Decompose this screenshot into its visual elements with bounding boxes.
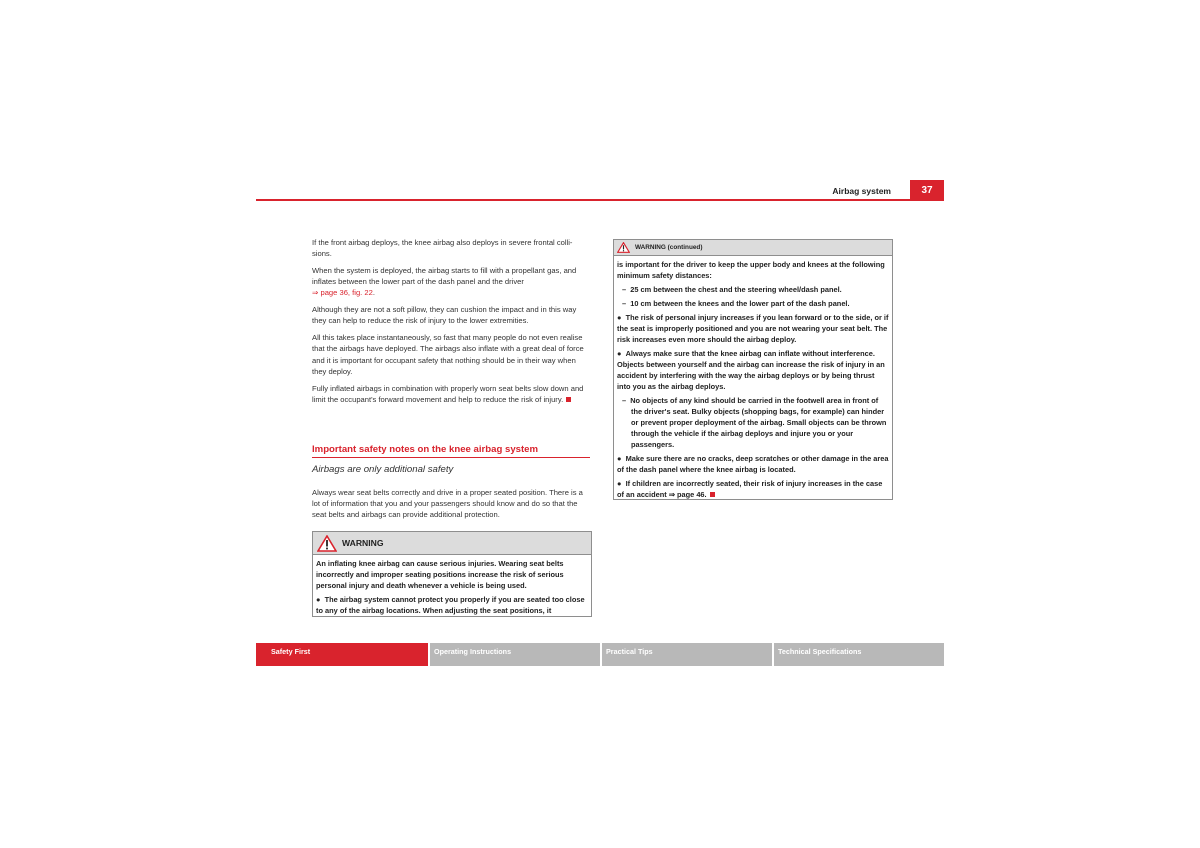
bullet-icon: ●	[316, 595, 325, 604]
bullet-icon: ●	[617, 479, 626, 488]
warning-header	[313, 532, 591, 555]
bullet-icon: ●	[617, 454, 626, 463]
page-reference-link[interactable]: ⇒ page 46.	[668, 490, 707, 499]
page-number: 37	[910, 180, 944, 201]
warning-bullet: ● The risk of personal injury increases if you lean forward or to the side, or if the seat is improperly positioned and you are not wearing your seat belt. The risk increases even more should the airbag deploy.	[617, 313, 889, 344]
warning-triangle-icon	[617, 242, 630, 253]
dash-item: – No objects of any kind should be carried in the footwell area in front of the driver's seat. Bulky objects (shopping bags, for example) can hinder or prevent proper deployment of the airbag. Small objects can be thrown through the vehicle if the airbag deploys and injure you or your passengers.	[622, 396, 887, 449]
dash-item: – 25 cm between the chest and the steering wheel/dash panel.	[622, 285, 842, 294]
warning-body	[614, 256, 892, 500]
warning-title: WARNING (continued)	[635, 244, 703, 251]
nav-tab-safety-first[interactable]: Safety First	[256, 643, 428, 666]
paragraph: All this takes place instantaneously, so fast that many people do not even realise that the airbags have deployed. The airbags also inflate with a great deal of force and it is important for occupant safety that nothing should be in their way when they deploy.	[312, 333, 584, 376]
warning-bullet: ● If children are incorrectly seated, their risk of injury increases in the case of an accident ⇒ page 46.	[617, 479, 883, 499]
chapter-title: Airbag system	[832, 186, 891, 196]
section-subtitle: Airbags are only additional safety	[312, 464, 454, 475]
warning-box-continued	[613, 239, 893, 500]
paragraph: Fully inflated airbags in combination with properly worn seat belts slow down and limit the occupant's forward movement and help to reduce the risk of injury.	[312, 383, 584, 404]
page-reference-link[interactable]: ⇒ page 36, fig. 22	[312, 288, 373, 298]
left-column	[312, 237, 590, 411]
intro-paragraph: Always wear seat belts correctly and drive in a proper seated position. There is a lot of information that you and your passengers should know and do so that the seat belts and airbags can provide additional protection.	[312, 488, 583, 520]
bullet-icon: ●	[617, 349, 626, 358]
warning-bullet: ● The airbag system cannot protect you properly if you are seated too close to any of the airbag locations. When adjusting the seat positions, it	[316, 595, 585, 615]
nav-tab-practical-tips[interactable]: Practical Tips	[602, 643, 772, 666]
nav-tab-technical-specifications[interactable]: Technical Specifications	[774, 643, 944, 666]
warning-bullet: ● Make sure there are no cracks, deep scratches or other damage in the area of the dash panel where the knee airbag is located.	[617, 454, 889, 474]
end-marker-icon	[566, 397, 571, 402]
warning-title: WARNING	[342, 538, 384, 548]
paragraph: When the system is deployed, the airbag starts to fill with a propellant gas, and inflates between the lower part of the dash panel and the driver ⇒ page 36, fig. 22.	[312, 266, 577, 298]
warning-triangle-icon	[317, 535, 337, 552]
header-rule	[256, 199, 944, 201]
warning-paragraph: An inflating knee airbag can cause serious injuries. Wearing seat belts incorrectly and improper seating positions increase the risk of serious personal injury and death whenever a vehicle is being used.	[316, 559, 564, 590]
bullet-icon: ●	[617, 313, 626, 322]
warning-box	[312, 531, 592, 617]
warning-bullet: ● Always make sure that the knee airbag can inflate without interference. Objects between yourself and the airbag can increase the risk of injury in an accident by interfering with the way the airbag deploys or by being thrust into you as the airbag deploys.	[617, 349, 885, 391]
end-marker-icon	[710, 492, 715, 497]
warning-body	[313, 555, 591, 616]
dash-item: – 10 cm between the knees and the lower part of the dash panel.	[622, 299, 850, 308]
warning-header	[614, 240, 892, 256]
paragraph: If the front airbag deploys, the knee airbag also deploys in severe frontal colli-sions.	[312, 238, 573, 259]
section-title: Important safety notes on the knee airbag system	[312, 444, 590, 458]
warning-paragraph: is important for the driver to keep the upper body and knees at the following minimum safety distances:	[617, 260, 885, 280]
nav-tab-operating-instructions[interactable]: Operating Instructions	[430, 643, 600, 666]
bottom-navigation	[256, 643, 944, 666]
paragraph: Although they are not a soft pillow, they can cushion the impact and in this way they can help to reduce the risk of injury to the lower extremities.	[312, 305, 577, 326]
